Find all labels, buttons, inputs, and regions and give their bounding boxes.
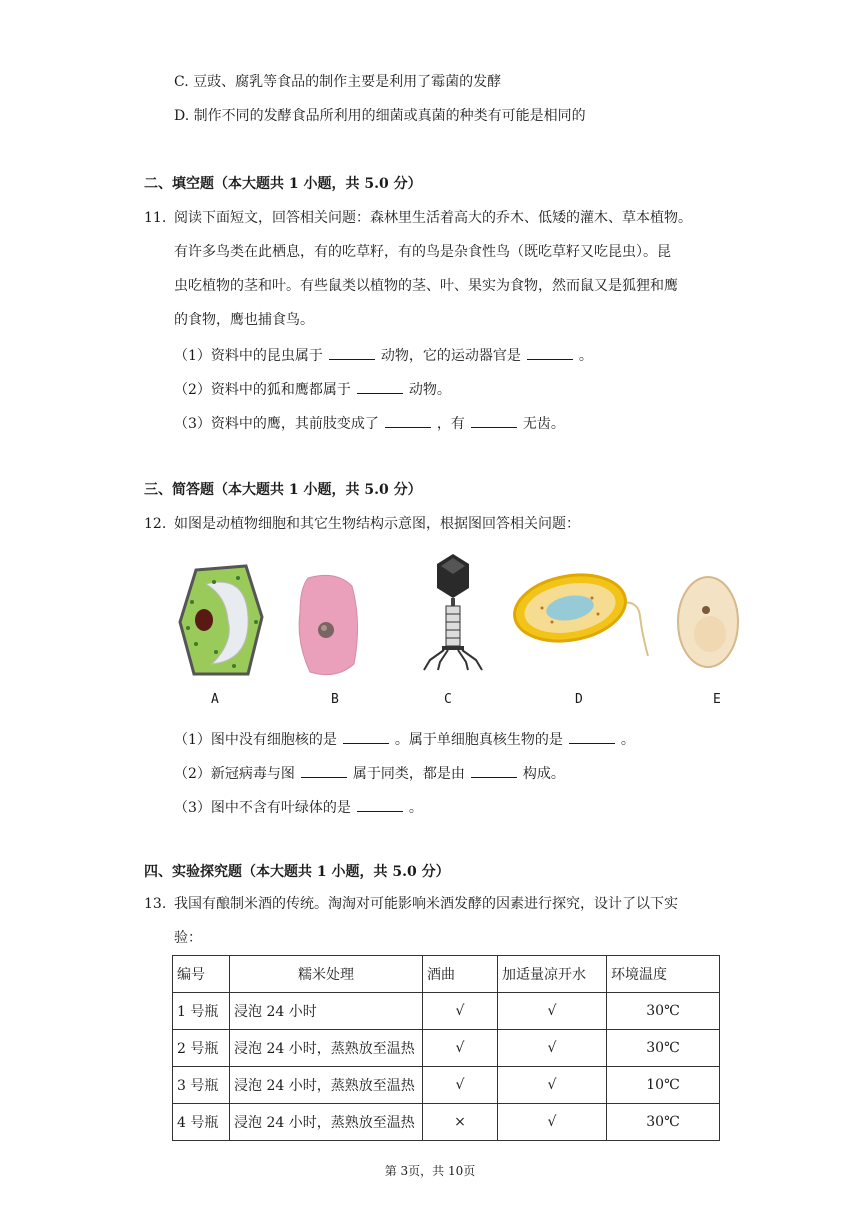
table-cell: √ [498, 1104, 607, 1141]
table-cell: √ [498, 1030, 607, 1067]
answer-blank[interactable] [357, 796, 403, 812]
sub-question: （2）新冠病毒与图 属于同类，都是由 构成。 [174, 762, 565, 784]
figure-label: B [331, 692, 339, 707]
answer-blank[interactable] [357, 378, 403, 394]
option-c [174, 72, 501, 92]
answer-blank[interactable] [569, 728, 615, 744]
table-header-cell: 加适量凉开水 [498, 956, 607, 993]
question-text-line: 有许多鸟类在此栖息，有的吃草籽，有的鸟是杂食性鸟（既吃草籽又吃昆虫）。昆 [174, 244, 671, 260]
table-cell: √ [498, 993, 607, 1030]
answer-blank[interactable] [343, 728, 389, 744]
option-letter: D. [174, 108, 190, 124]
question-number: 13. [144, 896, 167, 912]
section-title: 四、实验探究题（本大题共 1 小题，共 5.0 分） [144, 864, 450, 880]
table-cell: 30℃ [607, 1030, 720, 1067]
table-cell: 1 号瓶 [173, 993, 230, 1030]
table-cell: 浸泡 24 小时，蒸熟放至温热 [230, 1104, 423, 1141]
table-row [173, 1104, 720, 1141]
table-cell: 10℃ [607, 1067, 720, 1104]
page-footer: 第 3页，共 10页 [384, 1164, 476, 1178]
figure-label: E [713, 692, 721, 707]
table-cell: 浸泡 24 小时，蒸熟放至温热 [230, 1030, 423, 1067]
plant-cell-image [176, 562, 266, 680]
section-title: 二、填空题（本大题共 1 小题，共 5.0 分） [144, 176, 422, 192]
sub-question: （2）资料中的狐和鹰都属于 动物。 [174, 378, 451, 400]
answer-blank[interactable] [385, 412, 431, 428]
table-header-cell: 糯米处理 [230, 956, 423, 993]
bacterium-image [512, 568, 658, 664]
virus-image [420, 552, 486, 672]
question-text-line: 我国有酿制米酒的传统。淘淘对可能影响米酒发酵的因素进行探究，设计了以下实 [174, 896, 678, 912]
figure-label: D [575, 692, 583, 707]
option-text: 豆豉、腐乳等食品的制作主要是利用了霉菌的发酵 [193, 74, 502, 90]
section-title: 三、简答题（本大题共 1 小题，共 5.0 分） [144, 482, 422, 498]
question-number: 11. [144, 210, 167, 226]
option-letter: C. [174, 74, 189, 90]
figure-label: A [211, 692, 219, 707]
table-cell: 3 号瓶 [173, 1067, 230, 1104]
table-cell: √ [423, 993, 498, 1030]
table-header-cell: 编号 [173, 956, 230, 993]
question-text: 如图是动植物细胞和其它生物结构示意图，根据图回答相关问题： [174, 516, 580, 532]
sub-question: （1）资料中的昆虫属于 动物，它的运动器官是 。 [174, 344, 593, 366]
question-number: 12. [144, 516, 167, 532]
experiment-table [172, 955, 720, 1141]
table-cell: 30℃ [607, 1104, 720, 1141]
table-cell: √ [498, 1067, 607, 1104]
table-header-row [173, 956, 720, 993]
table-cell: × [423, 1104, 498, 1141]
question-text-line: 虫吃植物的茎和叶。有些鼠类以植物的茎、叶、果实为食物，然而鼠又是狐狸和鹰 [174, 278, 678, 294]
table-cell: √ [423, 1030, 498, 1067]
question-text-line: 验： [174, 930, 202, 946]
option-d [174, 106, 586, 126]
answer-blank[interactable] [527, 344, 573, 360]
sub-question: （3）资料中的鹰，其前肢变成了 ，有 无齿。 [174, 412, 565, 434]
table-row [173, 993, 720, 1030]
table-header-cell: 酒曲 [423, 956, 498, 993]
table-row [173, 1030, 720, 1067]
answer-blank[interactable] [301, 762, 347, 778]
question-text-line: 的食物，鹰也捕食鸟。 [174, 312, 314, 328]
table-cell: 4 号瓶 [173, 1104, 230, 1141]
question-text-line: 阅读下面短文，回答相关问题：森林里生活着高大的乔木、低矮的灌木、草本植物。 [174, 210, 692, 226]
sub-question: （1）图中没有细胞核的是 。属于单细胞真核生物的是 。 [174, 728, 635, 750]
table-cell: 浸泡 24 小时 [230, 993, 423, 1030]
answer-blank[interactable] [471, 412, 517, 428]
table-cell: 浸泡 24 小时，蒸熟放至温热 [230, 1067, 423, 1104]
table-cell: 2 号瓶 [173, 1030, 230, 1067]
table-cell: √ [423, 1067, 498, 1104]
yeast-cell-image [676, 574, 740, 670]
animal-cell-image [296, 572, 360, 680]
table-row [173, 1067, 720, 1104]
table-header-cell: 环境温度 [607, 956, 720, 993]
sub-question: （3）图中不含有叶绿体的是 。 [174, 796, 423, 818]
answer-blank[interactable] [329, 344, 375, 360]
answer-blank[interactable] [471, 762, 517, 778]
table-cell: 30℃ [607, 993, 720, 1030]
figure-label: C [444, 692, 452, 707]
option-text: 制作不同的发酵食品所利用的细菌或真菌的种类有可能是相同的 [193, 108, 586, 124]
